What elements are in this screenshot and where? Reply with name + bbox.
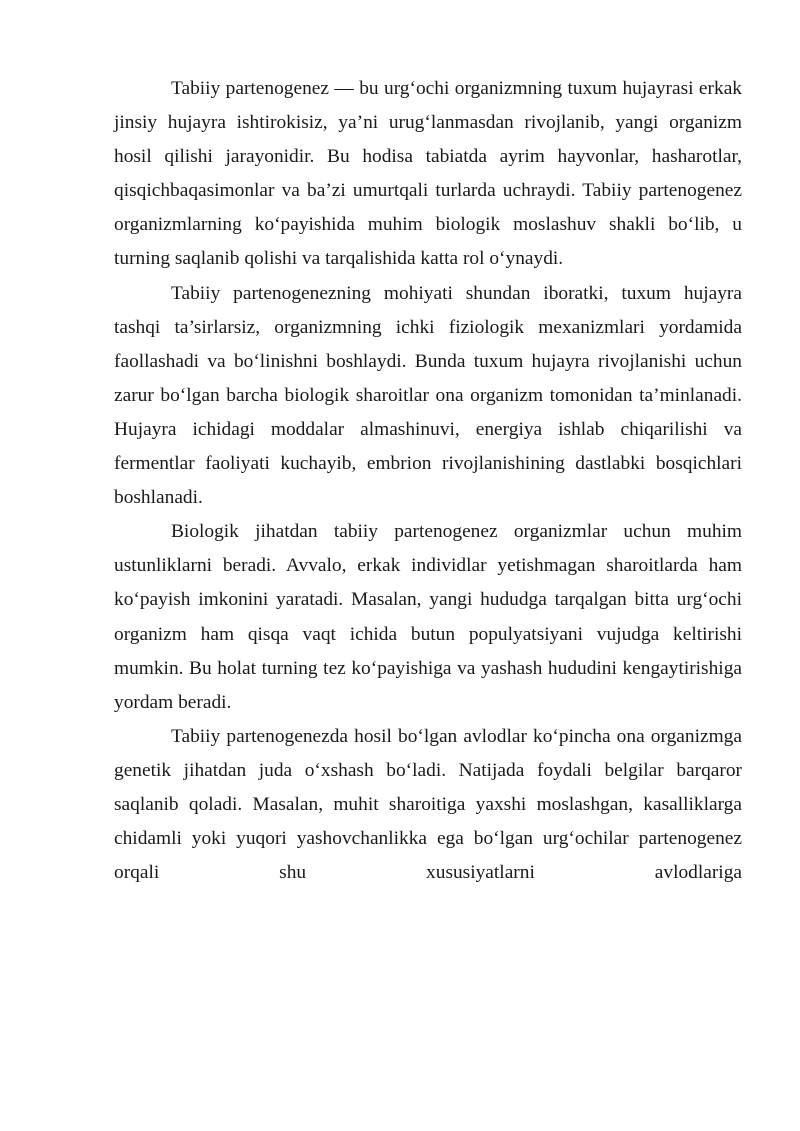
document-page <box>114 72 742 890</box>
paragraph-4: Tabiiy partenogenezda hosil bo‘lgan avlodlar ko‘pincha ona organizmga genetik jihatdan juda o‘xshash bo‘ladi. Natijada foydali belgilar barqaror saqlanib qoladi. Masalan, muhit sharoitiga yaxshi moslashgan, kasalliklarga chidamli yoki yuqori yashovchanlikka ega bo‘lgan urg‘ochilar partenogenez orqali shu xususiyatlarni avlodlariga <box>114 725 742 884</box>
paragraph-2: Tabiiy partenogenezning mohiyati shundan iboratki, tuxum hujayra tashqi ta’sirlarsiz, organizmning ichki fiziologik mexanizmlari yordamida faollashadi va bo‘linishni boshlaydi. Bunda tuxum hujayra rivojlanishi uchun zarur bo‘lgan barcha biologik sharoitlar ona organizm tomonidan ta’minlanadi. Hujayra ichidagi moddalar almashinuvi, energiya ishlab chiqarilishi va fermentlar faoliyati kuchayib, embrion rivojlanishining dastlabki bosqichlari boshlanadi. <box>114 282 742 509</box>
paragraph-3: Biologik jihatdan tabiiy partenogenez organizmlar uchun muhim ustunliklarni beradi. Avvalo, erkak individlar yetishmagan sharoitlarda ham ko‘payish imkonini yaratadi. Masalan, yangi hududga tarqalgan bitta urg‘ochi organizm ham qisqa vaqt ichida butun populyatsiyani vujudga keltirishi mumkin. Bu holat turning tez ko‘payishiga va yashash hududini kengaytirishiga yordam beradi. <box>114 521 742 713</box>
paragraph-1: Tabiiy partenogenez — bu urg‘ochi organizmning tuxum hujayrasi erkak jinsiy hujayra ishtirokisiz, ya’ni urug‘lanmasdan rivojlanib, yangi organizm hosil qilishi jarayonidir. Bu hodisa tabiatda ayrim hayvonlar, hasharotlar, qisqichbaqasimonlar va ba’zi umurtqali turlarda uchraydi. Tabiiy partenogenez organizmlarning ko‘payishida muhim biologik moslashuv shakli bo‘lib, u turning saqlanib qolishi va tarqalishida katta rol o‘ynaydi. <box>114 78 742 270</box>
